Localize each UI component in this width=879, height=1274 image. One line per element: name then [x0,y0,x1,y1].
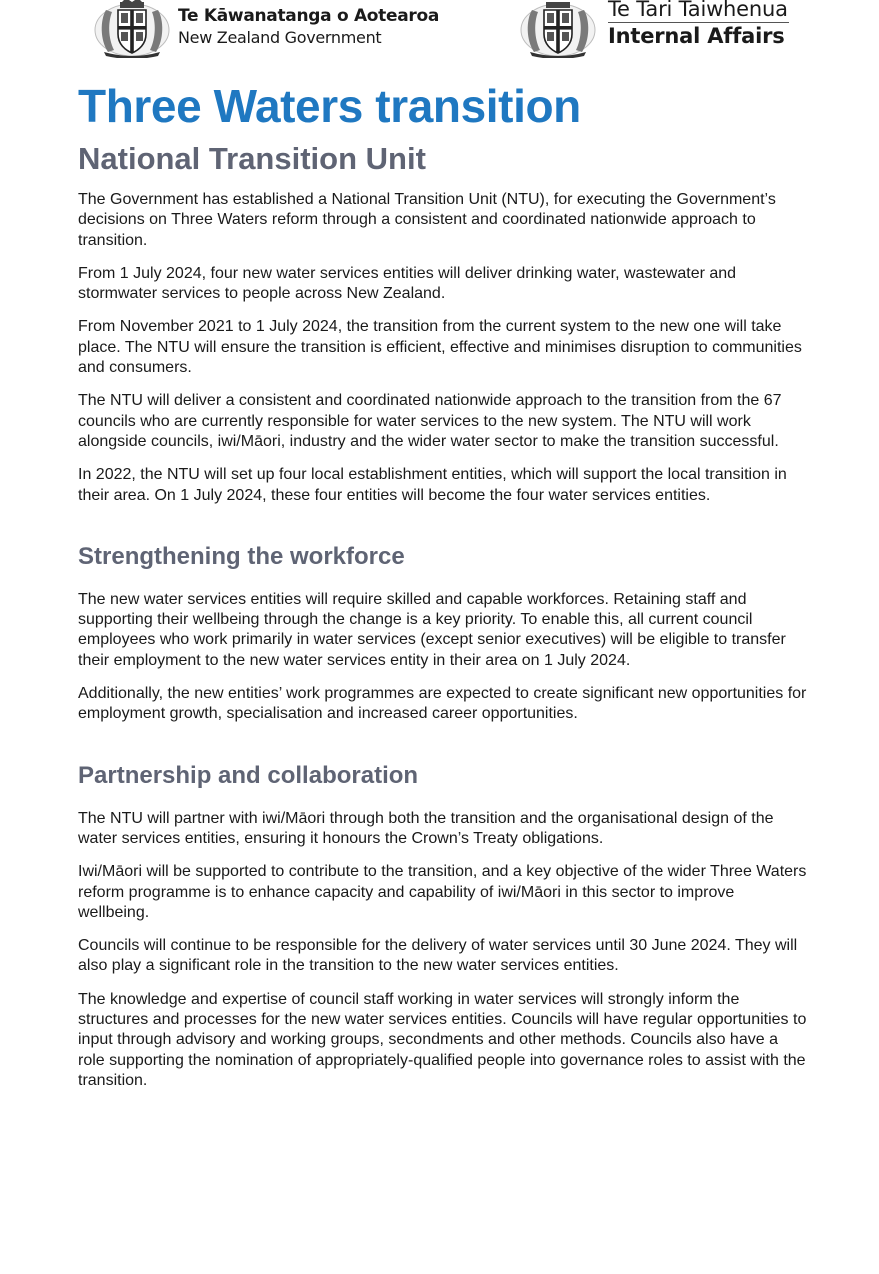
section-partnership-collaboration [78,761,808,1092]
section-heading: Strengthening the workforce [78,542,405,570]
govt-name-english: New Zealand Government [178,28,382,47]
page-header [0,0,879,62]
paragraph: From 1 July 2024, four new water services entities will deliver drinking water, wastewater and stormwater services to people across New Zealand. [78,264,737,303]
paragraph: Iwi/Māori will be supported to contribute to the transition, and a key objective of the wider Three Waters reform programme is to enhance capacity and capability of iwi/Māori in this sector to improve wellbeing. [78,863,807,921]
section-heading: National Transition Unit [78,141,426,176]
paragraph: The NTU will partner with iwi/Māori through both the transition and the organisational design of the water services entities, ensuring it honours the Crown’s Treaty obligations. [78,809,774,847]
paragraph: The new water services entities will require skilled and capable workforces. Retaining staff and supporting their wellbeing through the change is a key priority. To enable this, all current council employees who work primarily in water services (except senior executives) will be eligible to transfer their employment to the new water services entity in their area on 1 July 2024. [78,590,786,669]
paragraph: From November 2021 to 1 July 2024, the transition from the current system to the new one will take place. The NTU will ensure the transition is efficient, effective and minimises disruption to communities and consumers. [78,318,802,377]
govt-name-maori: Te Kāwanatanga o Aotearoa [178,6,440,26]
nz-government-logo [92,0,439,58]
paragraph: Councils will continue to be responsible for the delivery of water services until 30 June 2024. They will also play a significant role in the transition to the new water services entities. [78,937,798,975]
department-name-maori: Te Tari Taiwhenua [608,0,788,21]
department-name-english: Internal Affairs [608,24,785,48]
section-national-transition-unit [78,140,808,506]
paragraph: The Government has established a National Transition Unit (NTU), for executing the Government’s decisions on Three Waters reform through a consistent and coordinated nationwide approach to transition. [78,191,776,249]
document-body [78,78,808,1104]
document-title: Three Waters transition [78,80,581,132]
section-strengthening-workforce [78,542,808,725]
coat-of-arms-icon [92,0,172,58]
paragraph: The knowledge and expertise of council staff working in water services will strongly inform the structures and processes for the new water services entities. Councils will have regular opportunities to input through advisory and working groups, secondments and other methods. Councils also have a role supporting the nomination of appropriately-qualified people into governance roles to assist with the transition. [78,990,807,1089]
coat-of-arms-icon [518,0,598,58]
section-heading: Partnership and collaboration [78,761,419,789]
paragraph: Additionally, the new entities’ work programmes are expected to create significant new opportunities for employment growth, specialisation and increased career opportunities. [78,685,807,723]
internal-affairs-logo [518,0,789,58]
paragraph: The NTU will deliver a consistent and coordinated nationwide approach to the transition from the 67 councils who are currently responsible for water services to the new system. The NTU will work alongside councils, iwi/Māori, industry and the wider water sector to make the transition successful. [78,392,782,450]
paragraph: In 2022, the NTU will set up four local establishment entities, which will support the local transition in their area. On 1 July 2024, these four entities will become the four water services entities. [78,466,787,504]
